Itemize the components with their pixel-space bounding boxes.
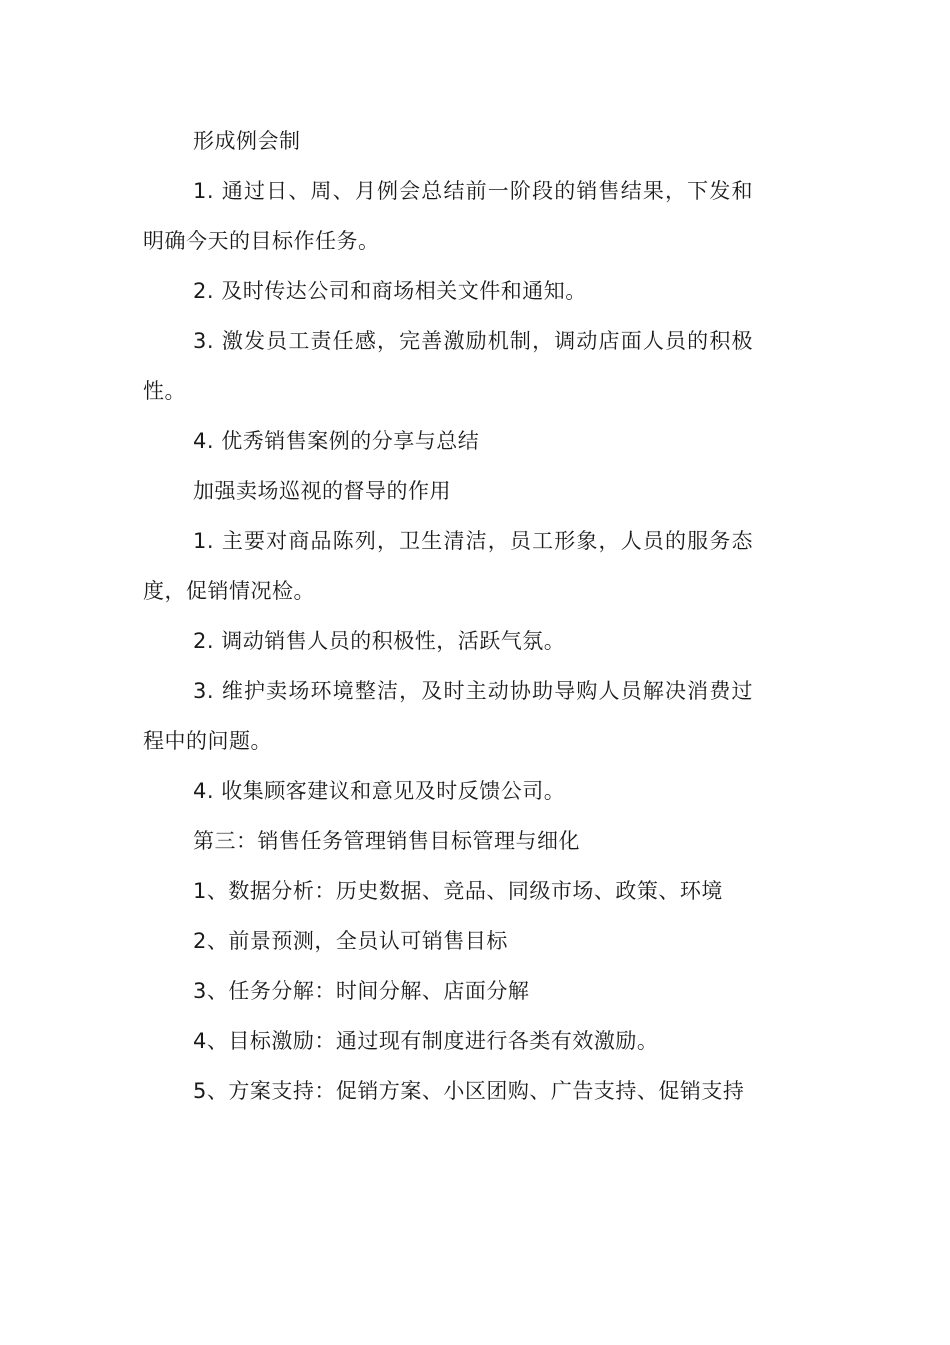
paragraph-item: 1. 主要对商品陈列，卫生清洁，员工形象，人员的服务态度，促销情况检。	[143, 529, 753, 603]
paragraph-item: 4. 优秀销售案例的分享与总结	[193, 429, 480, 453]
section-heading-meeting-system: 形成例会制	[193, 129, 301, 153]
paragraph-item: 2、前景预测，全员认可销售目标	[193, 929, 508, 953]
paragraph-item: 4、目标激励：通过现有制度进行各类有效激励。	[193, 1029, 659, 1053]
paragraph-item: 3、任务分解：时间分解、店面分解	[193, 979, 530, 1003]
section-heading-store-inspection: 加强卖场巡视的督导的作用	[193, 479, 451, 503]
paragraph-item: 1、数据分析：历史数据、竞品、同级市场、政策、环境	[193, 879, 723, 903]
paragraph-item: 3. 激发员工责任感，完善激励机制，调动店面人员的积极性。	[143, 329, 753, 403]
paragraph-item: 2. 调动销售人员的积极性，活跃气氛。	[193, 629, 566, 653]
paragraph-item: 2. 及时传达公司和商场相关文件和通知。	[193, 279, 587, 303]
paragraph-item: 3. 维护卖场环境整洁，及时主动协助导购人员解决消费过程中的问题。	[143, 679, 753, 753]
paragraph-item: 4. 收集顾客建议和意见及时反馈公司。	[193, 779, 566, 803]
paragraph-item: 1. 通过日、周、月例会总结前一阶段的销售结果，下发和明确今天的目标作任务。	[143, 179, 753, 253]
section-heading-sales-task: 第三：销售任务管理销售目标管理与细化	[193, 829, 580, 853]
document-body	[143, 116, 753, 1116]
paragraph-item: 5、方案支持：促销方案、小区团购、广告支持、促销支持	[193, 1079, 745, 1103]
